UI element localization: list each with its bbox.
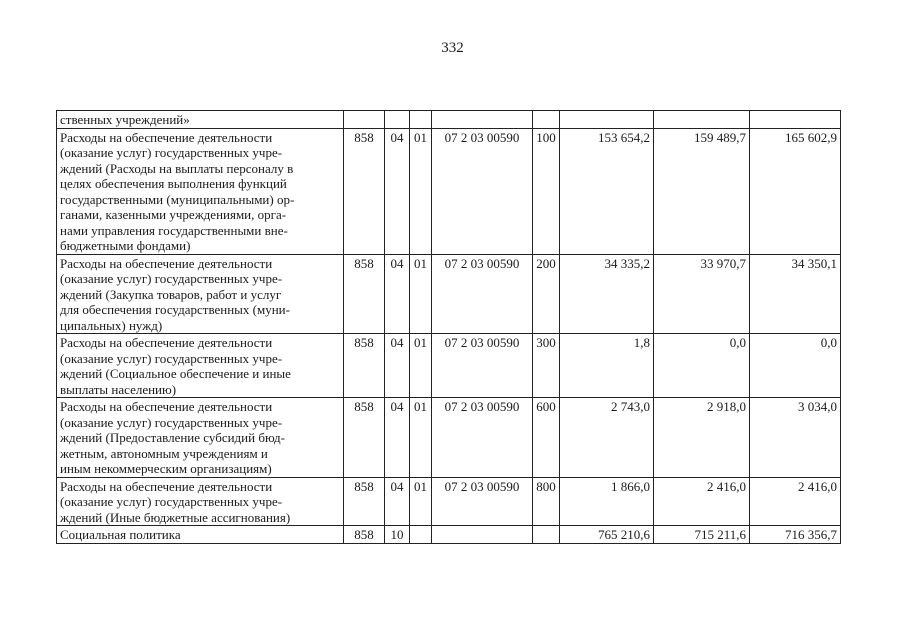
cell-target-article (432, 526, 533, 544)
description-line: Расходы на обеспечение деятельности (60, 478, 273, 494)
description-line: (оказание услуг) государственных учре- (60, 145, 283, 160)
cell-description (57, 477, 344, 526)
cell-ved: 858 (344, 398, 385, 478)
cell-section: 04 (385, 398, 410, 478)
cell-description (57, 526, 344, 544)
table-row (57, 111, 841, 129)
cell-description (57, 128, 344, 254)
cell-expense-type (533, 111, 560, 129)
description-line: ственных учреждений» (60, 112, 190, 127)
description-line: ждений (Расходы на выплаты персоналу в (60, 160, 294, 176)
description-line: Расходы на обеспечение деятельности (60, 129, 273, 145)
table-row (57, 254, 841, 334)
cell-expense-type: 800 (533, 477, 560, 526)
cell-amount-year-3: 716 356,7 (750, 526, 841, 544)
description-line: государственными (муниципальными) ор- (60, 191, 295, 207)
cell-target-article: 07 2 03 00590 (432, 477, 533, 526)
cell-amount-year-1: 34 335,2 (560, 254, 654, 334)
description-line: ганами, казенными учреждениями, орга- (60, 207, 287, 222)
cell-amount-year-2: 2 416,0 (654, 477, 750, 526)
table-row (57, 398, 841, 478)
description-line: Расходы на обеспечение деятельности (60, 399, 273, 414)
description-line: для обеспечения государственных (муни- (60, 302, 290, 317)
cell-amount-year-2: 2 918,0 (654, 398, 750, 478)
cell-section: 04 (385, 254, 410, 334)
cell-amount-year-1: 765 210,6 (560, 526, 654, 544)
cell-expense-type: 300 (533, 334, 560, 398)
description-line: (оказание услуг) государственных учре- (60, 350, 283, 366)
cell-target-article: 07 2 03 00590 (432, 398, 533, 478)
cell-amount-year-3 (750, 111, 841, 129)
cell-description (57, 254, 344, 334)
description-line: целях обеспечения выполнения функций (60, 176, 287, 191)
cell-amount-year-3: 34 350,1 (750, 254, 841, 334)
cell-target-article: 07 2 03 00590 (432, 128, 533, 254)
cell-description (57, 334, 344, 398)
cell-amount-year-3: 0,0 (750, 334, 841, 398)
table-row (57, 128, 841, 254)
description-line: жетным, автономным учреждениям и (60, 445, 268, 461)
description-line: (оказание услуг) государственных учре- (60, 271, 283, 286)
cell-description (57, 111, 344, 129)
cell-amount-year-1 (560, 111, 654, 129)
cell-amount-year-2 (654, 111, 750, 129)
cell-subsection (410, 526, 432, 544)
cell-section: 04 (385, 477, 410, 526)
table-row (57, 526, 841, 544)
description-line: нами управления государственными вне- (60, 222, 288, 238)
description-line: (оказание услуг) государственных учре- (60, 414, 283, 430)
description-line: бюджетными фондами) (60, 238, 191, 253)
cell-expense-type (533, 526, 560, 544)
description-line: ждений (Социальное обеспечение и иные (60, 366, 291, 381)
cell-ved (344, 111, 385, 129)
cell-subsection: 01 (410, 398, 432, 478)
cell-subsection (410, 111, 432, 129)
cell-ved: 858 (344, 334, 385, 398)
cell-section: 10 (385, 526, 410, 544)
cell-subsection: 01 (410, 477, 432, 526)
cell-ved: 858 (344, 477, 385, 526)
cell-expense-type: 200 (533, 254, 560, 334)
cell-section (385, 111, 410, 129)
cell-amount-year-3: 2 416,0 (750, 477, 841, 526)
cell-section: 04 (385, 128, 410, 254)
description-line: иным некоммерческим организациям) (60, 461, 272, 476)
cell-subsection: 01 (410, 128, 432, 254)
cell-amount-year-1: 1 866,0 (560, 477, 654, 526)
table-row (57, 334, 841, 398)
cell-amount-year-3: 165 602,9 (750, 128, 841, 254)
description-line: (оказание услуг) государственных учре- (60, 494, 283, 509)
description-line: Расходы на обеспечение деятельности (60, 255, 273, 271)
cell-expense-type: 600 (533, 398, 560, 478)
table-body (57, 111, 841, 544)
cell-amount-year-1: 1,8 (560, 334, 654, 398)
cell-amount-year-2: 0,0 (654, 334, 750, 398)
cell-target-article (432, 111, 533, 129)
description-line: выплаты населению) (60, 381, 177, 397)
cell-amount-year-2: 33 970,7 (654, 254, 750, 334)
description-line: ждений (Закупка товаров, работ и услуг (60, 286, 282, 302)
description-line: ципальных) нужд) (60, 317, 163, 333)
cell-expense-type: 100 (533, 128, 560, 254)
budget-table (56, 110, 841, 544)
page-number: 332 (441, 40, 464, 56)
description-line: Расходы на обеспечение деятельности (60, 335, 273, 350)
cell-target-article: 07 2 03 00590 (432, 334, 533, 398)
description-line: ждений (Предоставление субсидий бюд- (60, 430, 285, 445)
cell-amount-year-2: 159 489,7 (654, 128, 750, 254)
table-row (57, 477, 841, 526)
cell-amount-year-1: 153 654,2 (560, 128, 654, 254)
cell-ved: 858 (344, 128, 385, 254)
cell-ved: 858 (344, 254, 385, 334)
cell-subsection: 01 (410, 334, 432, 398)
cell-amount-year-3: 3 034,0 (750, 398, 841, 478)
cell-ved: 858 (344, 526, 385, 544)
cell-subsection: 01 (410, 254, 432, 334)
cell-amount-year-2: 715 211,6 (654, 526, 750, 544)
cell-description (57, 398, 344, 478)
description-line: Социальная политика (60, 527, 181, 542)
cell-target-article: 07 2 03 00590 (432, 254, 533, 334)
cell-section: 04 (385, 334, 410, 398)
description-line: ждений (Иные бюджетные ассигнования) (60, 509, 291, 525)
cell-amount-year-1: 2 743,0 (560, 398, 654, 478)
